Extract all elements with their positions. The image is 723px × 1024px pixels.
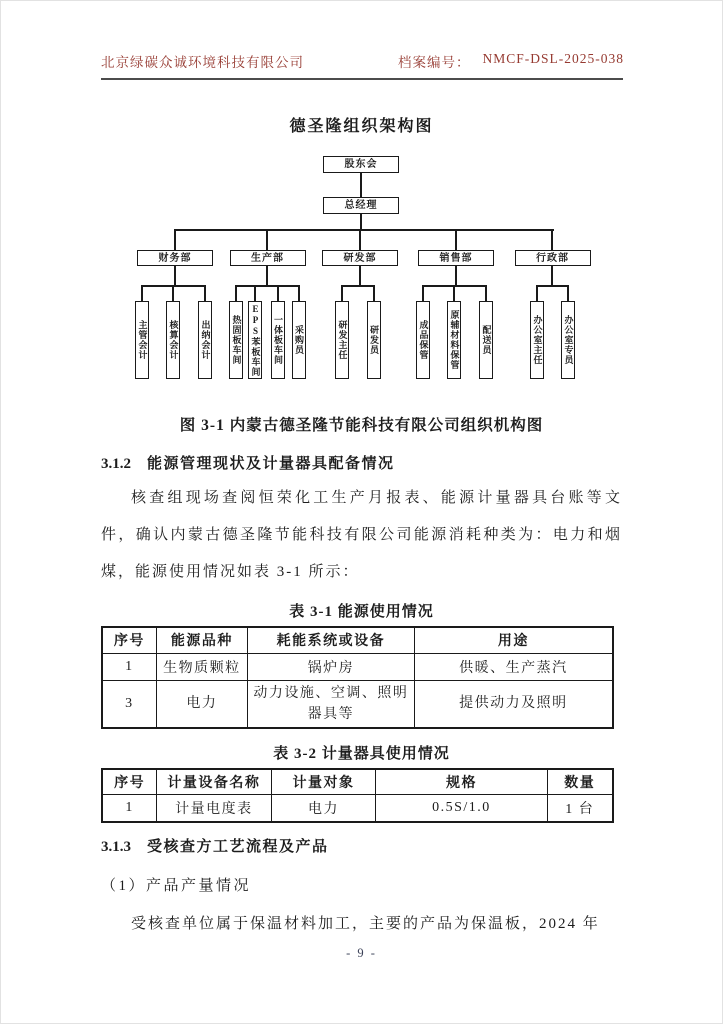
- section-number: 3.1.3: [101, 838, 131, 855]
- table-header-cell: 计量设备名称: [157, 769, 271, 795]
- connector-line: [453, 285, 455, 301]
- paragraph-intro: 核查组现场查阅恒荣化工生产月报表、能源计量器具台账等文件，确认内蒙古德圣隆节能科技有限公司能源消耗种类为：电力和烟煤，能源使用情况如表 3-1 所示：: [101, 490, 622, 580]
- table-cell: 0.5S/1.0: [376, 795, 547, 822]
- table-cell: 锅炉房: [248, 653, 415, 680]
- org-dept-finance: 财务部: [137, 250, 213, 266]
- section-number: 3.1.2: [101, 456, 131, 472]
- org-role-chief-accountant: 主管会计: [135, 301, 149, 379]
- connector-line: [266, 229, 268, 250]
- figure-caption: 图 3-1 内蒙古德圣隆节能科技有限公司组织机构图: [179, 417, 544, 434]
- connector-line: [455, 229, 457, 250]
- table-row: [102, 653, 613, 680]
- table-header-cell: 规格: [376, 769, 547, 795]
- table-cell: 供暖、生产蒸汽: [414, 653, 613, 680]
- table-cell: 动力设施、空调、照明器具等: [248, 680, 415, 728]
- archive-number: NMCF-DSL-2025-038: [482, 51, 624, 66]
- table-cell: 提供动力及照明: [414, 680, 613, 728]
- connector-line: [485, 285, 487, 301]
- company-name: 北京绿碳众诚环境科技有限公司: [101, 55, 304, 70]
- org-role-cost-accountant: 核算会计: [166, 301, 180, 379]
- section-heading-313: [101, 835, 622, 856]
- connector-line: [536, 285, 569, 287]
- org-role-rnd-director: 研发主任: [335, 301, 349, 379]
- connector-line: [266, 266, 268, 285]
- connector-line: [359, 229, 361, 250]
- table-cell: 1: [102, 653, 156, 680]
- connector-line: [341, 285, 343, 301]
- table-row: [102, 795, 613, 822]
- connector-line: [567, 285, 569, 301]
- table-header-cell: 计量对象: [271, 769, 376, 795]
- table-header-row: [102, 769, 613, 795]
- org-node-general-manager: 总经理: [323, 197, 399, 214]
- org-role-office-specialist: 办公室专员: [561, 301, 575, 379]
- connector-line: [277, 285, 279, 301]
- org-dept-sales: 销售部: [418, 250, 494, 266]
- connector-line: [174, 266, 176, 285]
- table-header-cell: 能源品种: [156, 627, 247, 653]
- connector-line: [360, 214, 362, 230]
- connector-line: [455, 266, 457, 285]
- org-role-office-director: 办公室主任: [530, 301, 544, 379]
- table-cell: 1 台: [547, 795, 613, 822]
- table2-title: 表 3-2 计量器具使用情况: [273, 745, 450, 762]
- table-header-cell: 数量: [547, 769, 613, 795]
- table-cell: 生物质颗粒: [156, 653, 247, 680]
- section-title: 受核查方工艺流程及产品: [147, 838, 329, 855]
- connector-line: [551, 266, 553, 285]
- table-header-cell: 序号: [102, 769, 157, 795]
- org-role-delivery-staff: 配送员: [479, 301, 493, 379]
- org-dept-admin: 行政部: [515, 250, 591, 266]
- org-role-material-keeper: 原辅材料保管: [447, 301, 461, 379]
- table1-title: 表 3-1 能源使用情况: [289, 604, 434, 620]
- section-title: 能源管理现状及计量器具配备情况: [147, 456, 395, 472]
- org-role-cashier-accountant: 出纳会计: [198, 301, 212, 379]
- org-chart: [100, 148, 623, 403]
- org-role-panel-workshop: 一体板车间: [271, 301, 285, 379]
- connector-line: [373, 285, 375, 301]
- paragraph-product-body: 受核查单位属于保温材料加工，主要的产品为保温板，2024 年: [131, 915, 600, 932]
- connector-line: [235, 285, 237, 301]
- connector-line: [141, 285, 143, 301]
- table-cell: 计量电度表: [157, 795, 271, 822]
- org-role-product-keeper: 成品保管: [416, 301, 430, 379]
- connector-line: [175, 229, 554, 231]
- section-heading-312: [101, 452, 622, 473]
- table-cell: 电力: [156, 680, 247, 728]
- org-node-shareholders: 股东会: [323, 156, 399, 173]
- org-role-eps-workshop: EPS苯板车间: [248, 301, 262, 379]
- connector-line: [172, 285, 174, 301]
- connector-line: [360, 173, 362, 197]
- table-header-cell: 用途: [414, 627, 613, 653]
- connector-line: [341, 285, 375, 287]
- connector-line: [422, 285, 424, 301]
- connector-line: [359, 266, 361, 285]
- paragraph-product-heading: （1）产品产量情况: [101, 877, 252, 894]
- org-dept-rnd: 研发部: [322, 250, 398, 266]
- connector-line: [551, 229, 553, 250]
- org-role-purchaser: 采购员: [292, 301, 306, 379]
- connector-line: [174, 229, 176, 250]
- table-cell: 电力: [271, 795, 376, 822]
- table-header-cell: 序号: [102, 627, 156, 653]
- connector-line: [235, 285, 300, 287]
- metering-device-table: [101, 768, 614, 823]
- header-rule: [101, 78, 623, 80]
- org-role-rnd-staff: 研发员: [367, 301, 381, 379]
- connector-line: [204, 285, 206, 301]
- org-chart-title: 德圣隆组织架构图: [289, 118, 434, 135]
- connector-line: [298, 285, 300, 301]
- energy-usage-table: [101, 626, 614, 729]
- table-header-row: [102, 627, 613, 653]
- table-header-cell: 耗能系统或设备: [248, 627, 415, 653]
- org-role-thermoset-workshop: 热固板车间: [229, 301, 243, 379]
- table-cell: 3: [102, 680, 156, 728]
- archive-label: 档案编号：: [397, 55, 471, 70]
- table-row: [102, 680, 613, 728]
- page-header: [101, 51, 624, 71]
- page-number: - 9 -: [346, 946, 377, 960]
- org-dept-production: 生产部: [230, 250, 306, 266]
- connector-line: [254, 285, 256, 301]
- connector-line: [536, 285, 538, 301]
- table-cell: 1: [102, 795, 157, 822]
